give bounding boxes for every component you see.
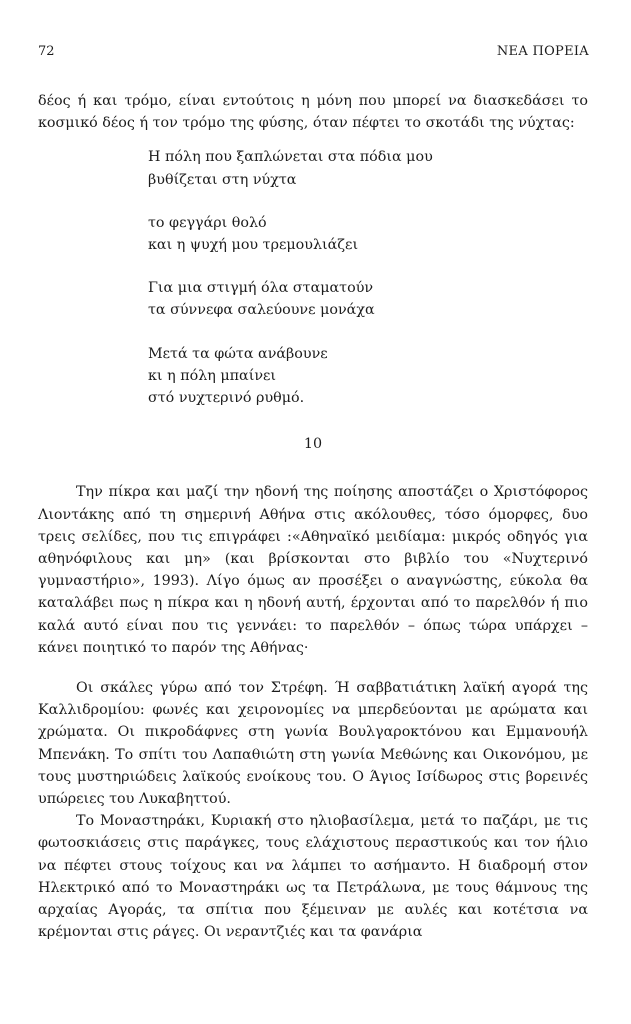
page-body [38, 90, 588, 944]
poem-stanza [148, 343, 588, 410]
poem-line: κι η πόλη μπαίνει [148, 367, 277, 384]
section-number: 10 [303, 436, 323, 453]
running-title: ΝΕΑ ΠΟΡΕΙΑ [496, 44, 589, 59]
poem-stanza [148, 277, 588, 321]
body-paragraph: Οι σκάλες γύρω από τον Στρέφη. Ή σαββατιάτικη λαϊκή αγορά της Καλλιδρομίου: φωνές και χειρονομίες να μπερδεύονται με αρώματα και χρώματα. Οι πικροδάφνες στη γωνία Βουλγαροκτόνου και Εμμανουήλ Μπενάκη. Το σπίτι του Λαπαθιώτη στη γωνία Μεθώνης και Οικονόμου, με τους μυστηριώδεις λαϊκούς ενοίκους του. Ο Άγιος Ισίδωρος στις βορεινές υπώρειες του Λυκαβηττού. [38, 680, 588, 808]
body-paragraph: Την πίκρα και μαζί την ηδονή της ποίησης αποστάζει ο Χριστόφορος Λιοντάκης από τη σημερινή Αθήνα στις ακόλουθες, τόσο όμορφες, δυο τρεις σελίδες, που τις επιγράφει :«Αθηναϊκό μειδίαμα: μικρός οδηγός για αθηνόφιλους και μη» (και βρίσκονται στο βιβλίο του «Νυχτερινό γυμναστήριο», 1993). Λίγο όμως αν προσέξει ο αναγνώστης, εύκολα θα καταλάβει πως η πίκρα και η ηδονή αυτή, έρχονται από το παρελθόν ή πιο καλά αυτό είναι που τις γεννάει: το παρελθόν – όπως τώρα υπάρχει – κάνει ποιητικό το παρόν της Αθήνας· [38, 484, 588, 656]
poem-line: το φεγγάρι θολό [148, 214, 267, 231]
poem-line: τα σύννεφα σαλεύουνε μονάχα [148, 302, 375, 319]
paragraph-gap [38, 659, 588, 677]
page-number: 72 [38, 44, 55, 59]
poem-line: στό νυχτερινό ρυθμό. [148, 390, 305, 407]
poem-stanza [148, 146, 588, 190]
poem-line: Για μια στιγμή όλα σταματούν [148, 280, 374, 297]
poem-line: βυθίζεται στη νύχτα [148, 171, 297, 188]
poem-line: και η ψυχή μου τρεμουλιάζει [148, 237, 359, 254]
page-header [38, 44, 589, 64]
poem-block [148, 146, 588, 409]
poem-line: Μετά τα φώτα ανάβουνε [148, 345, 328, 362]
poem-stanza [148, 212, 588, 256]
intro-paragraph: δέος ή και τρόμο, είναι εντούτοις η μόνη που μπορεί να διασκεδάσει το κοσμικό δέος ή τον τρόμο της φύσης, όταν πέφτει το σκοτάδι της νύχτας: [38, 93, 588, 132]
body-paragraph: Το Μοναστηράκι, Κυριακή στο ηλιοβασίλεμα, μετά το παζάρι, με τις φωτοσκιάσεις στις παράγκες, τους ελάχιστους περαστικούς και τον ήλιο να πέφτει στους τοίχους και να λάμπει το ασήμαντο. Η διαδρομή στον Ηλεκτρικό από το Μοναστηράκι ως τα Πετράλωνα, με τους θάμνους της αρχαίας Αγοράς, τα σπίτια που ξέμειναν με αυλές και κοτέτσια να κρέμονται στις ράγες. Οι νεραντζιές και τα φανάρια [38, 813, 588, 941]
poem-line: Η πόλη που ξαπλώνεται στα πόδια μου [148, 149, 433, 166]
